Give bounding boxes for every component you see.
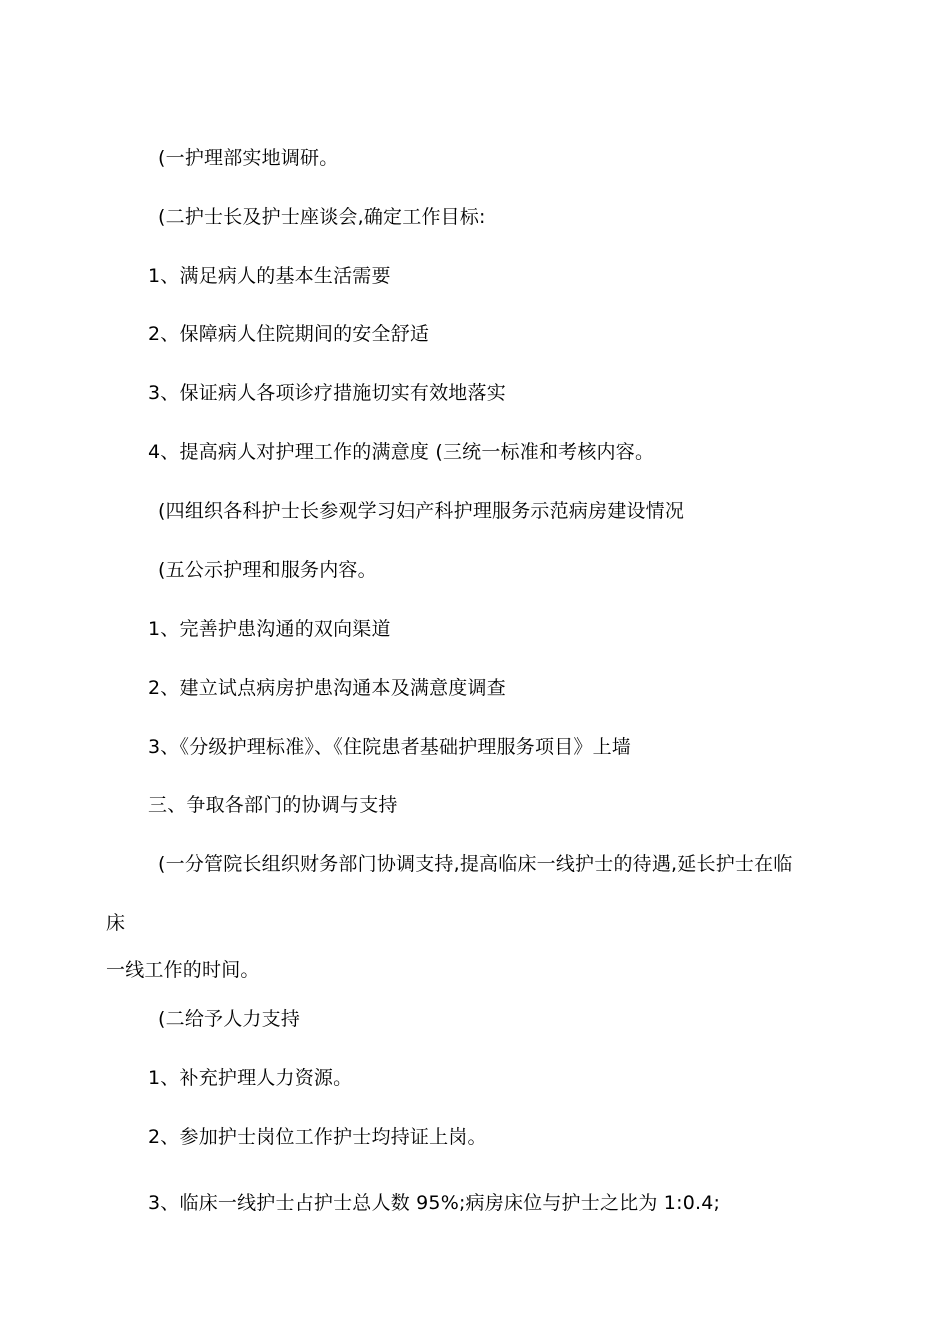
paragraph-line: 床 — [106, 912, 126, 934]
list-item: 2、参加护士岗位工作护士均持证上岗。 — [148, 1126, 487, 1148]
paragraph-line: (二给予人力支持 — [158, 1008, 301, 1030]
list-item: 4、提高病人对护理工作的满意度 (三统一标准和考核内容。 — [148, 441, 655, 463]
list-item: 3、临床一线护士占护士总人数 95%;病房床位与护士之比为 1:0.4; — [148, 1192, 721, 1214]
paragraph-line: (五公示护理和服务内容。 — [158, 559, 377, 581]
list-item: 1、满足病人的基本生活需要 — [148, 265, 391, 287]
list-item: 1、完善护患沟通的双向渠道 — [148, 618, 391, 640]
paragraph-line: (一护理部实地调研。 — [158, 147, 339, 169]
paragraph-line: (二护士长及护士座谈会,确定工作目标: — [158, 206, 486, 228]
list-item: 2、建立试点病房护患沟通本及满意度调查 — [148, 677, 506, 699]
list-item: 3、《分级护理标准》、《住院患者基础护理服务项目》上墙 — [148, 736, 631, 758]
paragraph-line: (四组织各科护士长参观学习妇产科护理服务示范病房建设情况 — [158, 500, 685, 522]
paragraph-line: (一分管院长组织财务部门协调支持,提高临床一线护士的待遇,延长护士在临 — [158, 853, 793, 875]
paragraph-line: 一线工作的时间。 — [106, 959, 260, 981]
list-item: 1、补充护理人力资源。 — [148, 1067, 353, 1089]
list-item: 2、保障病人住院期间的安全舒适 — [148, 323, 430, 345]
section-heading: 三、争取各部门的协调与支持 — [148, 794, 398, 816]
list-item: 3、保证病人各项诊疗措施切实有效地落实 — [148, 382, 506, 404]
